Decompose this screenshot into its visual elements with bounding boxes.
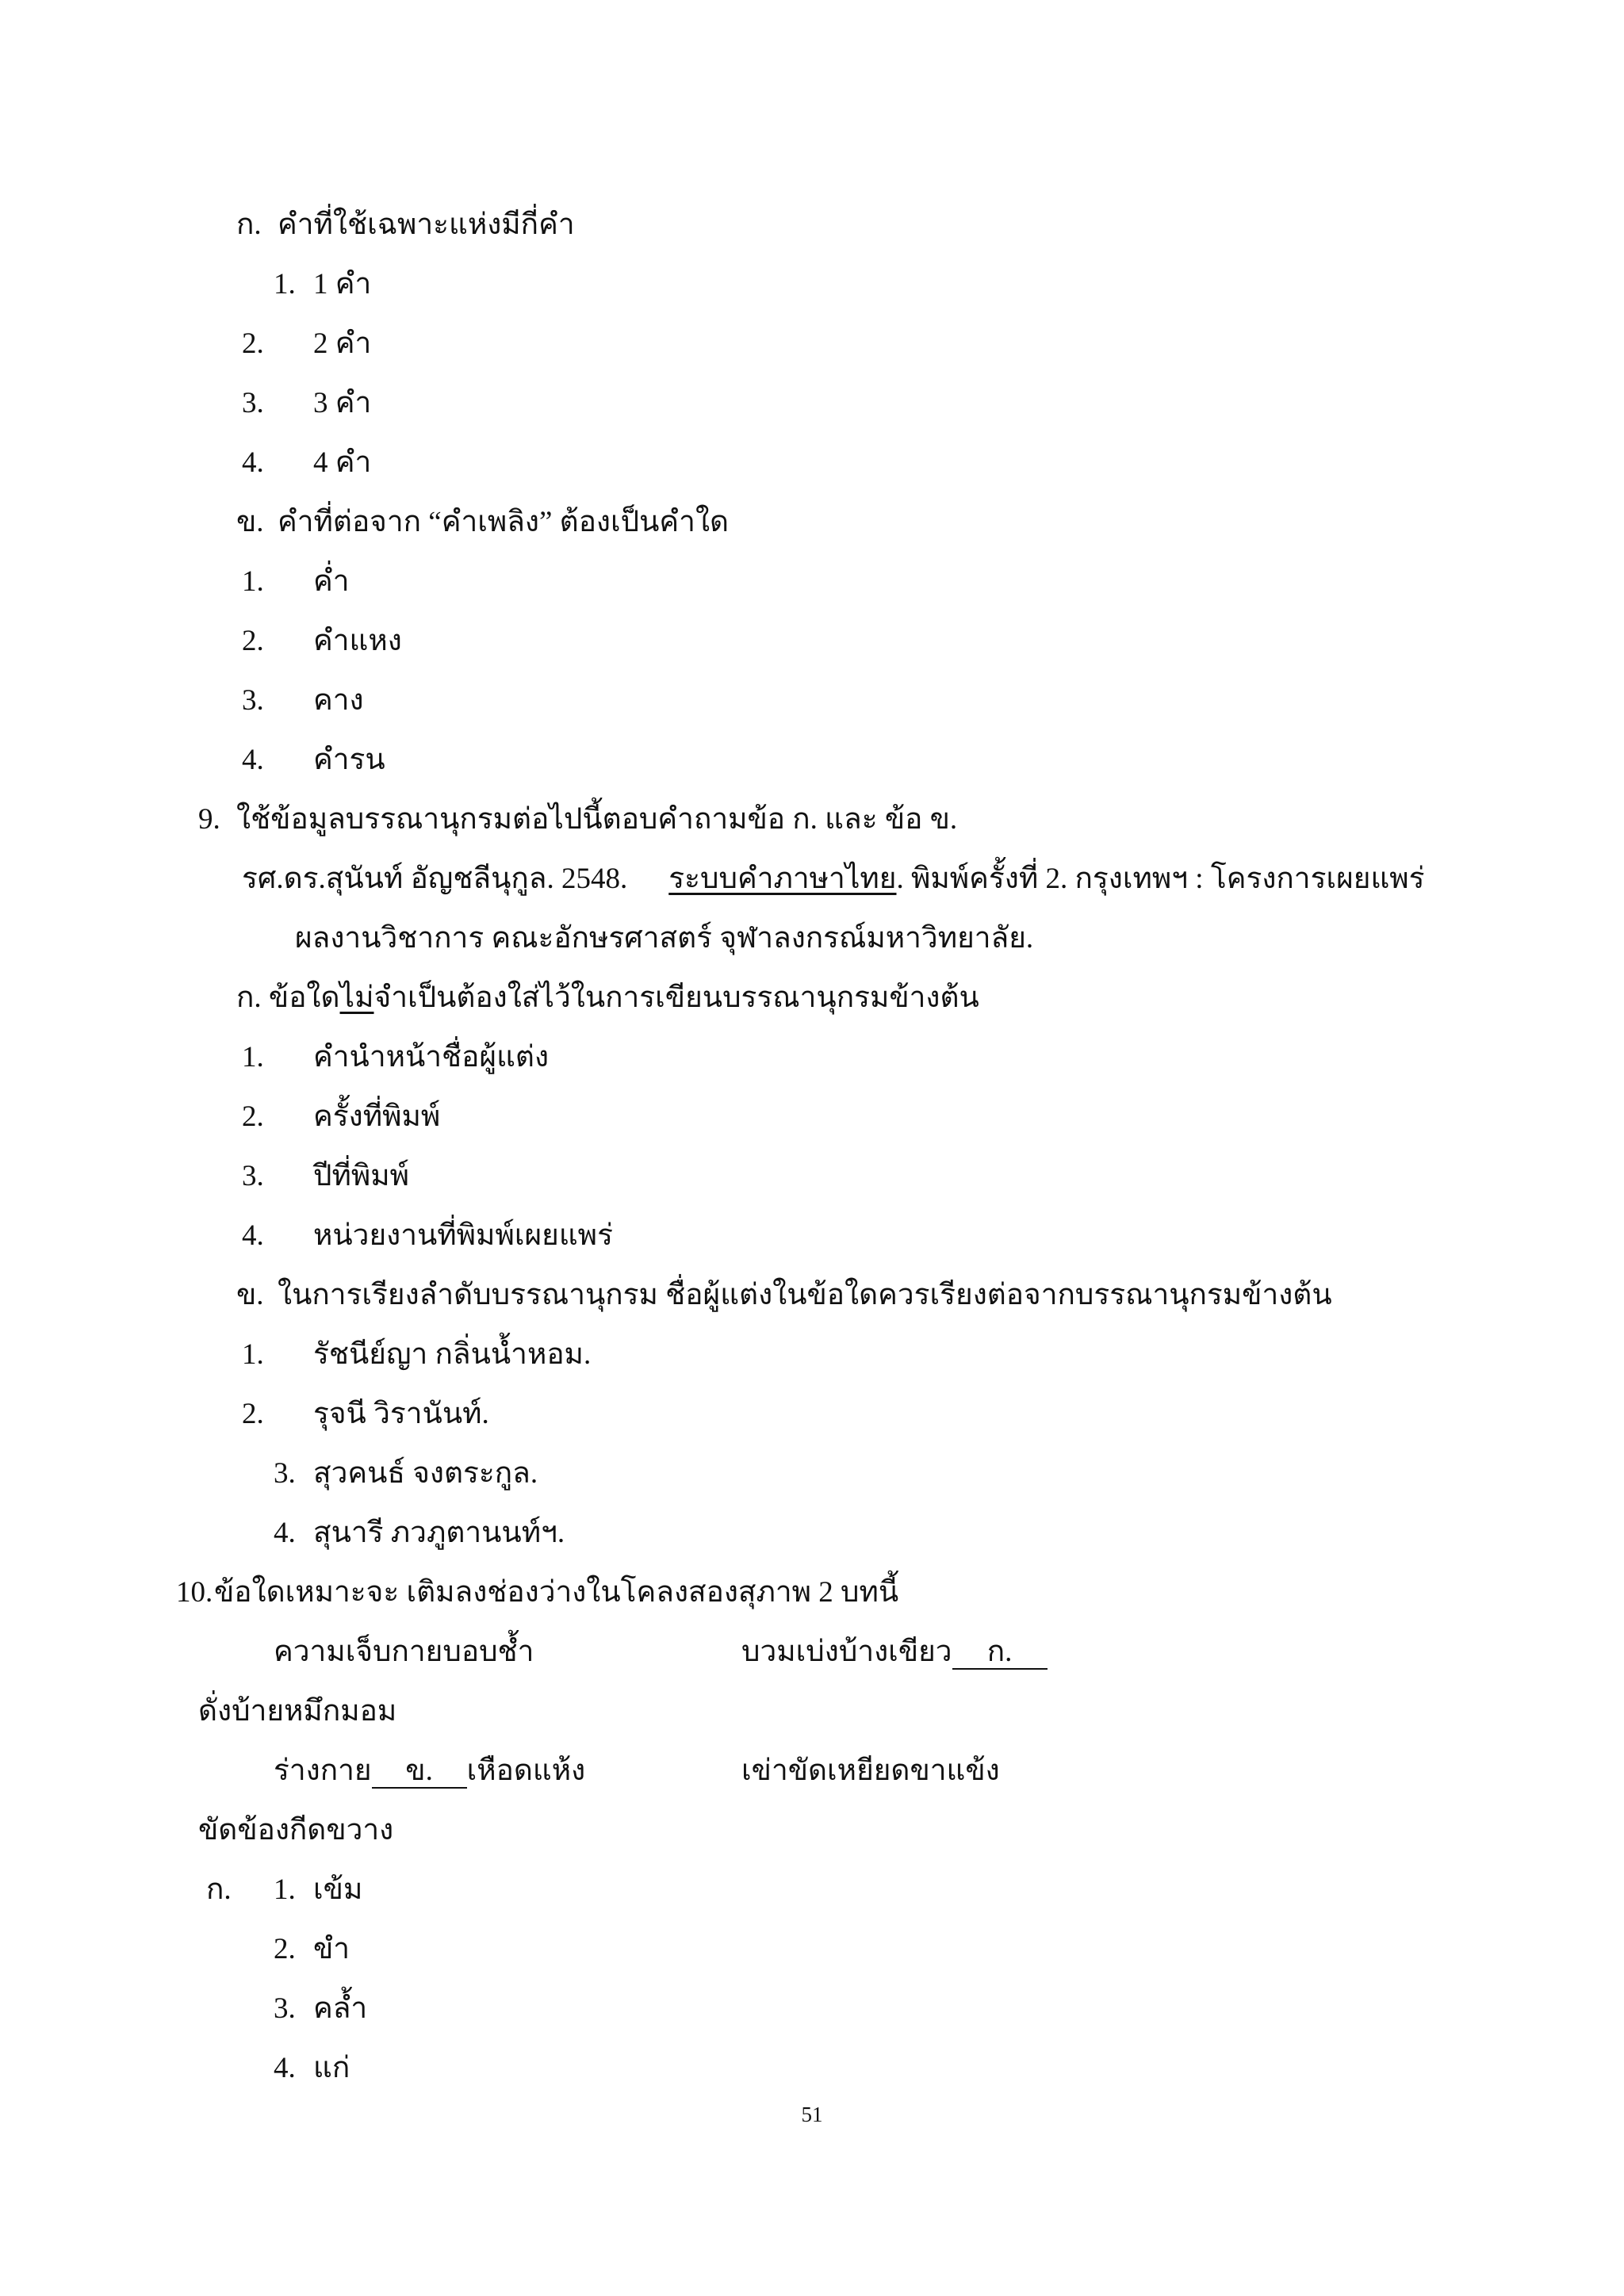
q8-b-option-4-text: คำรน	[313, 744, 385, 776]
q9-a-label: ก.	[236, 982, 262, 1014]
q8-b-option-1-text: ค่ำ	[313, 565, 350, 598]
q10-poem2-first-verse-pre: ร่างกาย	[274, 1755, 372, 1787]
q9-b-text: ในการเรียงลำดับบรรณานุกรม ชื่อผู้แต่งในข้อใดควรเรียงต่อจากบรรณานุกรมข้างต้น	[278, 1279, 1332, 1311]
q9-a-option-4-text: หน่วยงานที่พิมพ์เผยแพร่	[313, 1219, 613, 1252]
q8-a-option-3-num: 3.	[242, 387, 264, 419]
q8-b-option-4-num: 4.	[242, 744, 264, 776]
q10-a-option-3-num: 3.	[274, 1992, 296, 2025]
q9-instruction: ใช้ข้อมูลบรรณานุกรมต่อไปนี้ตอบคำถามข้อ ก. และ ข้อ ข.	[236, 803, 958, 836]
q8-a-option-3-text: 3 คำ	[313, 387, 372, 419]
q8-a-option-2-num: 2.	[242, 327, 264, 360]
q8-a-option-4-num: 4.	[242, 446, 264, 479]
q9-a-pre: ข้อใด	[268, 982, 340, 1014]
q9-a-option-1-num: 1.	[242, 1041, 264, 1073]
q9-reference-line-1	[242, 860, 1425, 898]
q9-a-post: จำเป็นต้องใส่ไว้ในการเขียนบรรณานุกรมข้างต้น	[373, 982, 979, 1014]
q9-reference-line-2: ผลงานวิชาการ คณะอักษรศาสตร์ จุฬาลงกรณ์มหาวิทยาลัย.	[295, 922, 1034, 955]
q9-b-option-1-num: 1.	[242, 1338, 264, 1371]
q9-b-option-4-text: สุนารี ภวภูตานนท์ฯ.	[313, 1517, 565, 1549]
q10-blank-b: ข.	[372, 1755, 467, 1789]
q9-b-option-4-num: 4.	[274, 1517, 296, 1549]
q10-a-option-2-num: 2.	[274, 1933, 296, 1965]
q9-b-option-3-num: 3.	[274, 1457, 296, 1490]
q9-a-option-2-text: ครั้งที่พิมพ์	[313, 1100, 441, 1133]
q8-a-option-2-text: 2 คำ	[313, 327, 372, 360]
q10-a-option-2-text: ขำ	[313, 1933, 350, 1965]
q8-a-label: ก.	[236, 209, 262, 241]
q9-b-option-3-text: สุวคนธ์ จงตระกูล.	[313, 1457, 538, 1490]
q9-b-label: ข.	[236, 1279, 264, 1311]
q8-a-option-4-text: 4 คำ	[313, 446, 372, 479]
q9-a-option-3-text: ปีที่พิมพ์	[313, 1160, 410, 1192]
q8-b-option-1-num: 1.	[242, 565, 264, 598]
q10-a-option-4-num: 4.	[274, 2052, 296, 2084]
q10-poem2-first-verse	[274, 1752, 585, 1790]
q10-poem1-second-verse	[741, 1633, 1048, 1671]
q9-reference-title: ระบบคำภาษาไทย	[668, 863, 897, 895]
q10-a-label: ก.	[206, 1873, 232, 1906]
q8-b-option-3-text: คาง	[313, 684, 364, 717]
q9-reference-rest: . พิมพ์ครั้งที่ 2. กรุงเทพฯ : โครงการเผยแพร่	[896, 863, 1425, 895]
q9-a-option-4-num: 4.	[242, 1219, 264, 1252]
q10-poem1-first-verse: ความเจ็บกายบอบช้ำ	[274, 1636, 534, 1668]
q8-b-option-2-text: คำแหง	[313, 625, 402, 657]
q10-poem2-first-verse-post: เหือดแห้ง	[466, 1755, 586, 1787]
q8-b-label: ข.	[236, 506, 264, 538]
q8-a-text: คำที่ใช้เฉพาะแห่งมีกี่คำ	[278, 209, 575, 241]
q9-a-option-1-text: คำนำหน้าชื่อผู้แต่ง	[313, 1041, 550, 1073]
q10-poem1-second-verse-text: บวมเบ่งบ้างเขียว	[741, 1636, 952, 1668]
q8-a-option-1-text: 1 คำ	[313, 268, 372, 300]
q9-a-underlined-word: ไม่	[339, 982, 374, 1014]
q10-number: 10.	[176, 1576, 213, 1609]
q9-b-option-1-text: รัชนีย์ญา กลิ่นน้ำหอม.	[313, 1338, 592, 1371]
q8-b-option-2-num: 2.	[242, 625, 264, 657]
q9-b-option-2-num: 2.	[242, 1398, 264, 1430]
q9-a-option-3-num: 3.	[242, 1160, 264, 1192]
q9-number: 9.	[198, 803, 220, 836]
q8-b-option-3-num: 3.	[242, 684, 264, 717]
q9-reference-author: รศ.ดร.สุนันท์ อัญชลีนุกูล. 2548.	[242, 863, 628, 895]
page-number: 51	[801, 2103, 823, 2126]
q10-poem2-second-verse: เข่าขัดเหยียดขาแข้ง	[741, 1755, 1000, 1787]
q10-blank-a: ก.	[952, 1636, 1048, 1670]
q10-instruction: ข้อใดเหมาะจะ เติมลงช่องว่างในโคลงสองสุภาพ 2 บทนี้	[214, 1576, 899, 1609]
q9-a-option-2-num: 2.	[242, 1100, 264, 1133]
q10-poem2-closing: ขัดข้องกีดขวาง	[198, 1814, 394, 1846]
q8-b-text: คำที่ต่อจาก “คำเพลิง” ต้องเป็นคำใด	[278, 506, 730, 538]
q10-a-option-4-text: แก่	[313, 2052, 350, 2084]
q10-a-option-3-text: คล้ำ	[313, 1992, 368, 2025]
q10-a-option-1-text: เข้ม	[313, 1873, 363, 1906]
q9-b-option-2-text: รุจนี วิรานันท์.	[313, 1398, 489, 1430]
q10-poem1-closing: ดั่งบ้ายหมึกมอม	[198, 1695, 397, 1728]
q10-a-option-1-num: 1.	[274, 1873, 296, 1906]
q8-a-option-1-num: 1.	[274, 268, 296, 300]
q9-a-line	[236, 979, 979, 1017]
